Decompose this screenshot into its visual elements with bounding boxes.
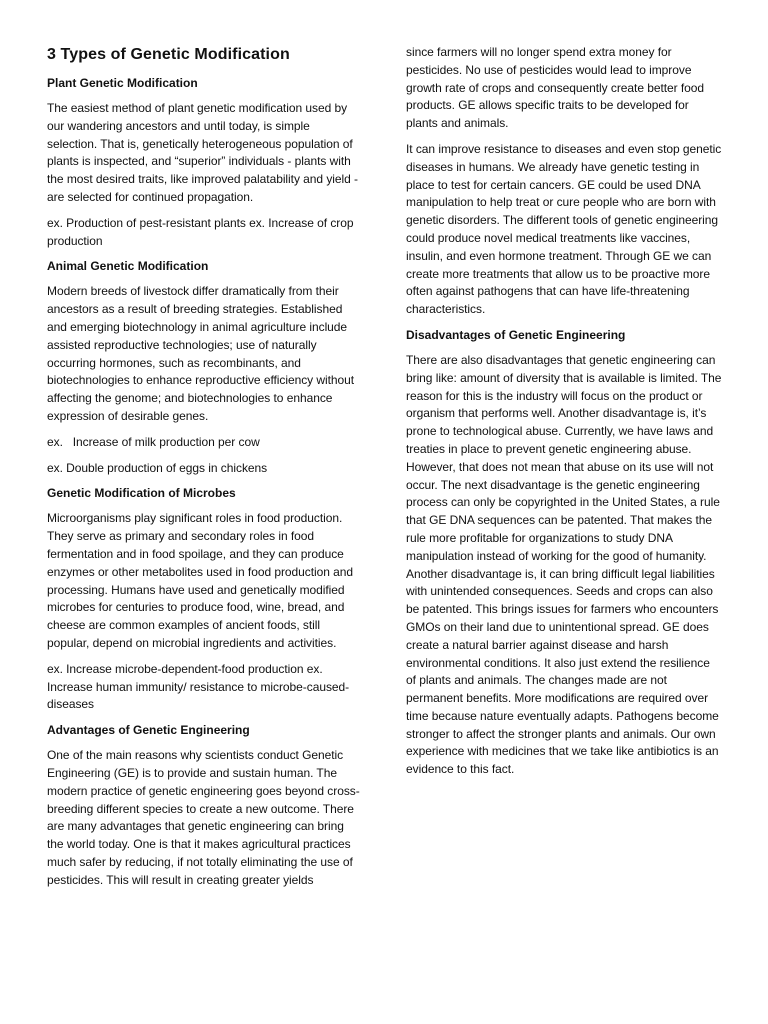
- document-title: 3 Types of Genetic Modification: [47, 46, 290, 63]
- heading-animal-modification: Animal Genetic Modification: [47, 259, 209, 274]
- paragraph-plant-modification: The easiest method of plant genetic modification used by our wandering ancestors and until today, is simple selection. That is, genetically heterogeneous population of plants is inspected, and “superior” individuals - plants with the most desired traits, like improved palatability and yield - are selected for continued propagation.: [47, 101, 358, 204]
- example-animal-modification-2: ex. Double production of eggs in chickens: [47, 460, 268, 475]
- paragraph-disease-resistance: It can improve resistance to diseases and even stop genetic diseases in humans. We already have genetic testing in place to test for certain cancers. GE could be used DNA manipulation to help treat or cure people who are born with genetic disorders. The different tools of genetic engineering could produce novel medical treatments like vaccines, insulin, and even hormone treatment. Through GE we can create more treatments that allow us to be proactive more often against pathogens that can have life-threatening characteristics.: [406, 141, 722, 317]
- heading-advantages: Advantages of Genetic Engineering: [47, 723, 250, 738]
- example-microbe-modification: ex. Increase microbe-dependent-food production ex. Increase human immunity/ resistance to microbe-caused-diseases: [47, 661, 350, 712]
- paragraph-disadvantages: There are also disadvantages that genetic engineering can bring like: amount of diversity that is available is limited. The reason for this is the industry will focus on the product or organism that performs well. Another disadvantage is, it’s prone to technological abuse. Currently, we have laws and treaties in place to prevent genetic engineering abuse. However, that does not mean that abuse on its use will not occur. The next disadvantage is the genetic engineering process can only be copyrighted in the United States, a rule that GE DNA sequences can be patented. That makes the rule more profitable for organizations to study DNA manipulation instead of working for the good of humanity. Another disadvantage is, it can bring difficult legal liabilities with unintended consequences. Seeds and crops can also be patented. This brings issues for farmers who encounters GMOs on their land due to unintentional spread. GE does create a natural barrier against disease and harsh environmental conditions. It also just extend the resilience of plants and animals. The changes made are not permanent benefits. More modifications are required over time because nature eventually adapts. Pathogens become stronger to affect the stronger plants and animals. Our own experience with medicines that we take like antibiotics is an evidence to this fact.: [406, 352, 722, 777]
- paragraph-animal-modification: Modern breeds of livestock differ dramatically from their ancestors as a result of breeding strategies. Established and emerging biotechnology in animal agriculture include assisted reproductive technologies; use of naturally occurring hormones, such as recombinants, and biotechnologies to enhance reproductive efficiency without affecting the genome; and biotechnologies to enhance expression of desirable genes.: [47, 284, 355, 423]
- heading-disadvantages: Disadvantages of Genetic Engineering: [406, 327, 626, 342]
- heading-microbe-modification: Genetic Modification of Microbes: [47, 486, 236, 501]
- right-column: [406, 44, 722, 787]
- example-animal-modification-1: ex. Increase of milk production per cow: [47, 434, 260, 449]
- paragraph-microbe-modification: Microorganisms play significant roles in food production. They serve as primary and secondary roles in food fermentation and in food spoilage, and they can produce enzymes or other metabolites used in food production and processing. Humans have used and genetically modified microbes for centuries to produce food, wine, bread, and cheese are common examples of ancient foods, still popular, depend on microbial ingredients and activities.: [47, 511, 354, 650]
- paragraph-advantages: One of the main reasons why scientists conduct Genetic Engineering (GE) is to provide and sustain human. The modern practice of genetic engineering goes beyond cross-breeding different species to create a new outcome. There are many advantages that genetic engineering can bring the world today. One is that it makes agricultural practices much safer by reducing, if not totally eliminating the use of pesticides. This will result in creating greater yields: [47, 748, 360, 887]
- heading-plant-modification: Plant Genetic Modification: [47, 76, 198, 90]
- left-column: [47, 44, 363, 897]
- example-plant-modification: ex. Production of pest-resistant plants ex. Increase of crop production: [47, 215, 354, 248]
- paragraph-advantages-continued: since farmers will no longer spend extra money for pesticides. No use of pesticides would lead to improve growth rate of crops and consequently create better food products. GE allows specific traits to be developed for plants and animals.: [406, 45, 705, 131]
